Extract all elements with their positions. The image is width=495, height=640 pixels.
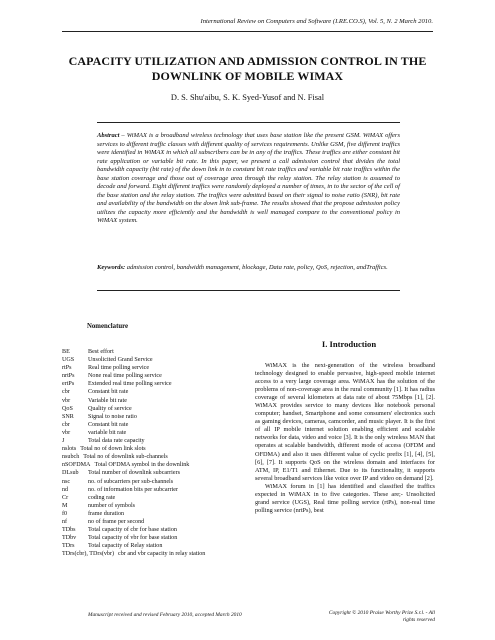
section-title: I. Introduction bbox=[321, 339, 377, 349]
abstract bbox=[97, 132, 400, 226]
nomenclature-row bbox=[62, 364, 252, 372]
nomenclature-description: Constant bit rate bbox=[88, 389, 129, 396]
nomenclature-symbol: TDbv bbox=[62, 535, 77, 542]
nomenclature-row bbox=[62, 494, 252, 502]
nomenclature-description: Unsolicited Grand Service bbox=[88, 357, 153, 364]
nomenclature-description: no. of subcarriers per sub-channels bbox=[88, 478, 174, 485]
nomenclature-row bbox=[62, 526, 252, 534]
nomenclature-row bbox=[62, 518, 252, 526]
intro-paragraph-1: WiMAX is the next-generation of the wireless broadband technology designed to enable pervasive, high-speed mobile internet access to a very large coverage area. WiMAX has the solution of the problems of non-coverage area in the rural community [1]. It has radius coverage of several kilometers at data rate of about 75Mbps [1], [2]. WiMAX provides service to many devices like notebook personal computer; handset, Smartphone and some consumers' electronics such as gaming devices, cameras, camcorder, and music player. It is the first of all IP mobile internet solution enabling efficient and scalable networks for data, video and voice [3]. It is the only wireless MAN that operates at scalable bandwidth, different mode of access (OFDM and OFDMA) and also it uses different value of cyclic prefix [1], [4], [5], [6], [7]. It supports QoS on the wireless domain and interfaces for ATM, IP, E1/T1 and Ethernet. Due to its functionality, it supports several broadband services like voice over IP and video on demand [2]. bbox=[255, 362, 435, 482]
nomenclature-description: Extended real time polling service bbox=[88, 381, 172, 388]
intro-paragraph-2: WiMAX forum in [1] has identified and classified the traffics expected in WiMAX in to five categories. These are;- Unsolicited grand service (UGS), Real time polling service (rtPs), non-real time polling service (nrtPs), best bbox=[255, 482, 435, 514]
footer-copyright bbox=[300, 610, 435, 624]
keywords-text: admission control, bandwidth management, blockage, Data rate, policy, QoS, rejection, andTraffics. bbox=[125, 264, 388, 271]
header-rule bbox=[62, 31, 433, 32]
nomenclature-description: number of symbols bbox=[88, 502, 136, 509]
nomenclature-row bbox=[62, 380, 252, 388]
paper-authors: D. S. Shu'aibu, S. K. Syed-Yusof and N. Fisal bbox=[170, 93, 325, 102]
nomenclature-row bbox=[62, 461, 252, 469]
nomenclature-description: Signal to noise ratio bbox=[88, 413, 137, 420]
nomenclature-row bbox=[62, 372, 252, 380]
nomenclature-symbol: BE bbox=[62, 349, 70, 355]
nomenclature-row bbox=[62, 510, 252, 518]
nomenclature-symbol: DLsub bbox=[62, 470, 79, 477]
nomenclature-symbol: vbr bbox=[62, 397, 71, 404]
abstract-top-rule bbox=[97, 122, 400, 123]
nomenclature-row bbox=[62, 486, 252, 494]
nomenclature-description: Total no of down link slots bbox=[80, 446, 146, 453]
nomenclature-row bbox=[62, 413, 252, 421]
nomenclature-description: Best effort bbox=[88, 349, 114, 355]
nomenclature-symbol: Cr bbox=[62, 494, 69, 501]
nomenclature-symbol: TDrs(cbr), TDrs(vbr) bbox=[62, 551, 115, 558]
nomenclature-description: coding rate bbox=[88, 494, 116, 501]
nomenclature-row bbox=[62, 429, 252, 437]
nomenclature-title: Nomenclature bbox=[87, 323, 129, 330]
nomenclature-symbol: cbr bbox=[62, 389, 70, 396]
nomenclature-row bbox=[62, 502, 252, 510]
nomenclature-description: Quality of service bbox=[88, 405, 132, 412]
nomenclature-description: Total OFDMA symbol in the downlink bbox=[94, 462, 190, 469]
abstract-bottom-rule bbox=[97, 290, 400, 291]
nomenclature-list bbox=[62, 348, 252, 558]
nomenclature-description: None real time polling service bbox=[88, 373, 162, 380]
nomenclature-description: frame duration bbox=[88, 510, 125, 517]
nomenclature-description: cbr and vbr capacity in relay station bbox=[118, 551, 206, 558]
nomenclature-symbol: f0 bbox=[62, 510, 68, 517]
nomenclature-symbol: nSOFDMA bbox=[62, 462, 91, 469]
nomenclature-row bbox=[62, 388, 252, 396]
nomenclature-description: Total capacity of cbr for base station bbox=[88, 527, 177, 534]
nomenclature-description: Total capacity of vbr for base station bbox=[88, 535, 178, 542]
nomenclature-row bbox=[62, 437, 252, 445]
nomenclature-description: variable bit rate bbox=[88, 429, 127, 436]
nomenclature-symbol: QoS bbox=[62, 405, 73, 412]
nomenclature-row bbox=[62, 453, 252, 461]
abstract-text: – WiMAX is a broadband wireless technology that uses base station like the present GSM. WiMAX offers services to different traffic classes with different quality of services requirements. Unlike GSM, five different traffics were identified in WiMAX in which all subscribers can be in any of the traffics. These traffics are either constant bit rate application or variable bit rate. In this paper, we present a call admission control that divides the total bandwidth capacity (bit rate) of the down link in to constant bit rate traffics and variable bit rate traffics within the base station coverage and those out of coverage area through the relay station. The relay station is assumed to decode and forward. Eight different traffics were randomly deployed a number of times, in to the sector of the cell of the base station and the relay station. The traffics were admitted based on their signal to noise ratio (SNR), bit rate and availability of the bandwidth on the down link sub-frame. The results showed that the propose admission policy utilizes the capacity more efficiently and the bandwidth is well managed compare to the conventional policy in WiMAX system. bbox=[97, 132, 400, 224]
title-line-1: CAPACITY UTILIZATION AND ADMISSION CONTROL IN THE bbox=[68, 54, 427, 68]
nomenclature-symbol: nsc bbox=[62, 478, 71, 485]
keywords-label: Keywords: bbox=[97, 264, 126, 271]
nomenclature-symbol: TDbs bbox=[62, 527, 76, 534]
footer-copyright-line-2: rights reserved bbox=[402, 617, 435, 623]
nomenclature-row bbox=[62, 534, 252, 542]
nomenclature-description: Real time polling service bbox=[88, 365, 150, 372]
keywords bbox=[97, 264, 400, 273]
introduction-body bbox=[255, 362, 435, 515]
nomenclature-symbol: nd bbox=[62, 486, 69, 493]
nomenclature-symbol: cbr bbox=[62, 421, 70, 428]
nomenclature-row bbox=[62, 550, 252, 558]
nomenclature-row bbox=[62, 397, 252, 405]
nomenclature-symbol: nsubch bbox=[62, 454, 80, 461]
nomenclature-symbol: M bbox=[62, 502, 68, 509]
nomenclature-row bbox=[62, 469, 252, 477]
nomenclature-row bbox=[62, 356, 252, 364]
nomenclature-symbol: vbr bbox=[62, 429, 71, 436]
nomenclature-symbol: TDrs bbox=[62, 543, 75, 550]
journal-header: International Review on Computers and Software (I.RE.CO.S), Vol. 5, N. 2 March 2010. bbox=[200, 18, 433, 25]
nomenclature-row bbox=[62, 405, 252, 413]
nomenclature-row bbox=[62, 542, 252, 550]
nomenclature-symbol: nf bbox=[62, 518, 68, 525]
title-line-2: DOWNLINK OF MOBILE WIMAX bbox=[151, 69, 344, 83]
nomenclature-description: Constant bit rate bbox=[88, 421, 129, 428]
nomenclature-description: no. of information bits per subcarrier bbox=[88, 486, 179, 493]
footer-copyright-line-1: Copyright © 2010 Praise Worthy Prize S.r.l. - All bbox=[328, 610, 435, 616]
nomenclature-symbol: nrtPs bbox=[62, 373, 75, 380]
nomenclature-description: Total no of downlink sub-channels bbox=[83, 454, 168, 461]
nomenclature-description: Total data rate capacity bbox=[88, 438, 145, 445]
paper-title bbox=[40, 54, 455, 84]
nomenclature-symbol: ertPs bbox=[62, 381, 75, 388]
nomenclature-description: Total number of downlink subcarriers bbox=[88, 470, 180, 477]
nomenclature-symbol: SNR bbox=[62, 413, 74, 420]
nomenclature-symbol: J bbox=[62, 438, 65, 445]
nomenclature-description: Variable bit rate bbox=[88, 397, 127, 404]
nomenclature-row bbox=[62, 445, 252, 453]
nomenclature-description: Total capacity of Relay station bbox=[88, 543, 163, 550]
nomenclature-symbol: UGS bbox=[62, 357, 75, 364]
nomenclature-description: no of frame per second bbox=[88, 518, 145, 525]
abstract-label: Abstract bbox=[97, 132, 120, 139]
nomenclature-row bbox=[62, 348, 252, 356]
nomenclature-symbol: rtPs bbox=[62, 365, 72, 372]
footer-manuscript: Manuscript received and revised February 2010, accepted March 2010 bbox=[88, 612, 242, 618]
nomenclature-row bbox=[62, 421, 252, 429]
nomenclature-symbol: nslots bbox=[62, 446, 77, 453]
nomenclature-row bbox=[62, 478, 252, 486]
